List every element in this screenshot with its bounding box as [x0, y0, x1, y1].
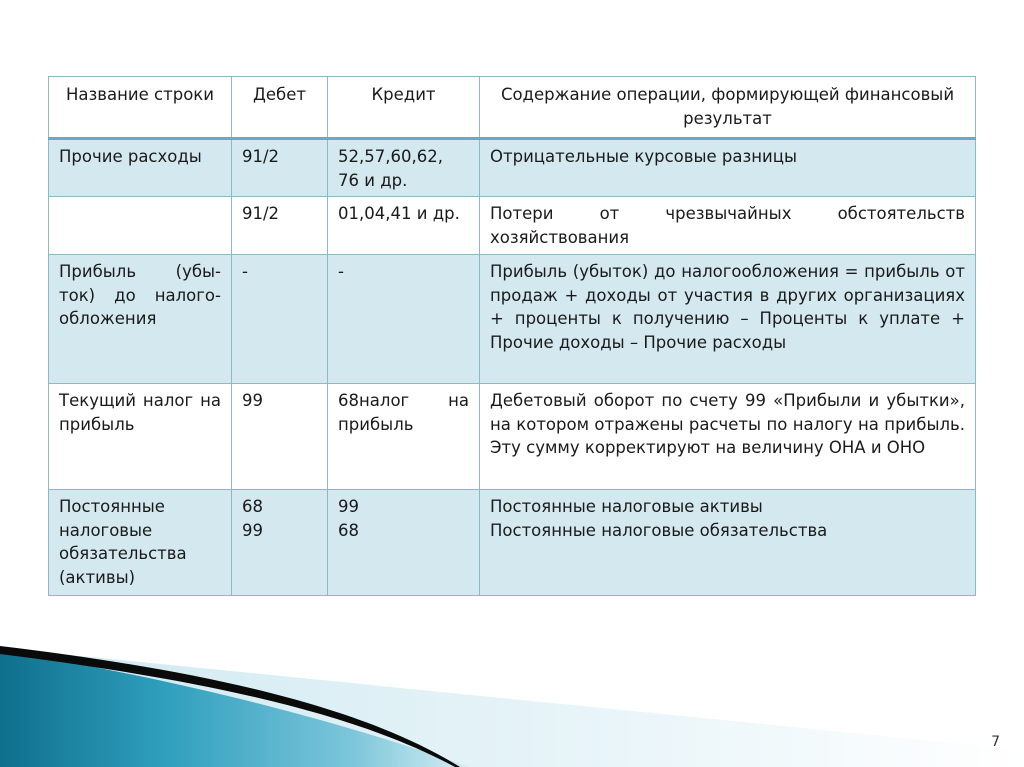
- accounting-table: [48, 76, 976, 596]
- table-row: [49, 384, 976, 490]
- row-name-cell: Прочие расходы: [49, 139, 232, 197]
- debit-cell: 91/2: [232, 197, 328, 255]
- table-row: [49, 139, 976, 197]
- row-name-cell: Текущий налог на прибыль: [49, 384, 232, 490]
- header-content: Содержание операции, формирующей финансовый результат: [480, 77, 976, 139]
- content-cell: Отрицательные курсовые разницы: [480, 139, 976, 197]
- content-line: Постоянные налоговые обязательства: [490, 520, 828, 540]
- content-cell: [480, 490, 976, 596]
- credit-cell: [328, 490, 480, 596]
- credit-cell: -: [328, 255, 480, 384]
- credit-cell: 68налог на прибыль: [328, 384, 480, 490]
- table-row: [49, 255, 976, 384]
- decorative-swoosh: [0, 600, 1024, 767]
- table-row: [49, 197, 976, 255]
- debit-cell: 91/2: [232, 139, 328, 197]
- debit-line: 68: [242, 497, 263, 516]
- credit-cell: 01,04,41 и др.: [328, 197, 480, 255]
- content-line: Постоянные налоговые активы: [490, 497, 763, 516]
- header-row-name: Название строки: [49, 77, 232, 139]
- debit-line: 99: [242, 520, 263, 540]
- row-name-cell: Постоянные налоговые обязательства (активы): [49, 490, 232, 596]
- content-cell: Прибыль (убыток) до налогообложения = прибыль от продаж + доходы от участия в других организациях + проценты к получению – Проценты к уплате + Прочие доходы – Прочие расходы: [480, 255, 976, 384]
- credit-cell: 52,57,60,62, 76 и др.: [328, 139, 480, 197]
- row-name-cell: Прибыль (убы-ток) до налого-обложения: [49, 255, 232, 384]
- credit-line: 99: [338, 497, 359, 516]
- table-row: [49, 490, 976, 596]
- debit-cell: [232, 490, 328, 596]
- row-name-cell: [49, 197, 232, 255]
- debit-cell: 99: [232, 384, 328, 490]
- page-number: 7: [991, 734, 1000, 750]
- content-cell: Дебетовый оборот по счету 99 «Прибыли и убытки», на котором отражены расчеты по налогу на прибыль. Эту сумму корректируют на величину ОНА и ОНО: [480, 384, 976, 490]
- credit-line: 68: [338, 520, 359, 540]
- header-credit: Кредит: [328, 77, 480, 139]
- table-header-row: [49, 77, 976, 139]
- content-cell: Потери от чрезвычайных обстоятельств хозяйствования: [480, 197, 976, 255]
- header-debit: Дебет: [232, 77, 328, 139]
- debit-cell: -: [232, 255, 328, 384]
